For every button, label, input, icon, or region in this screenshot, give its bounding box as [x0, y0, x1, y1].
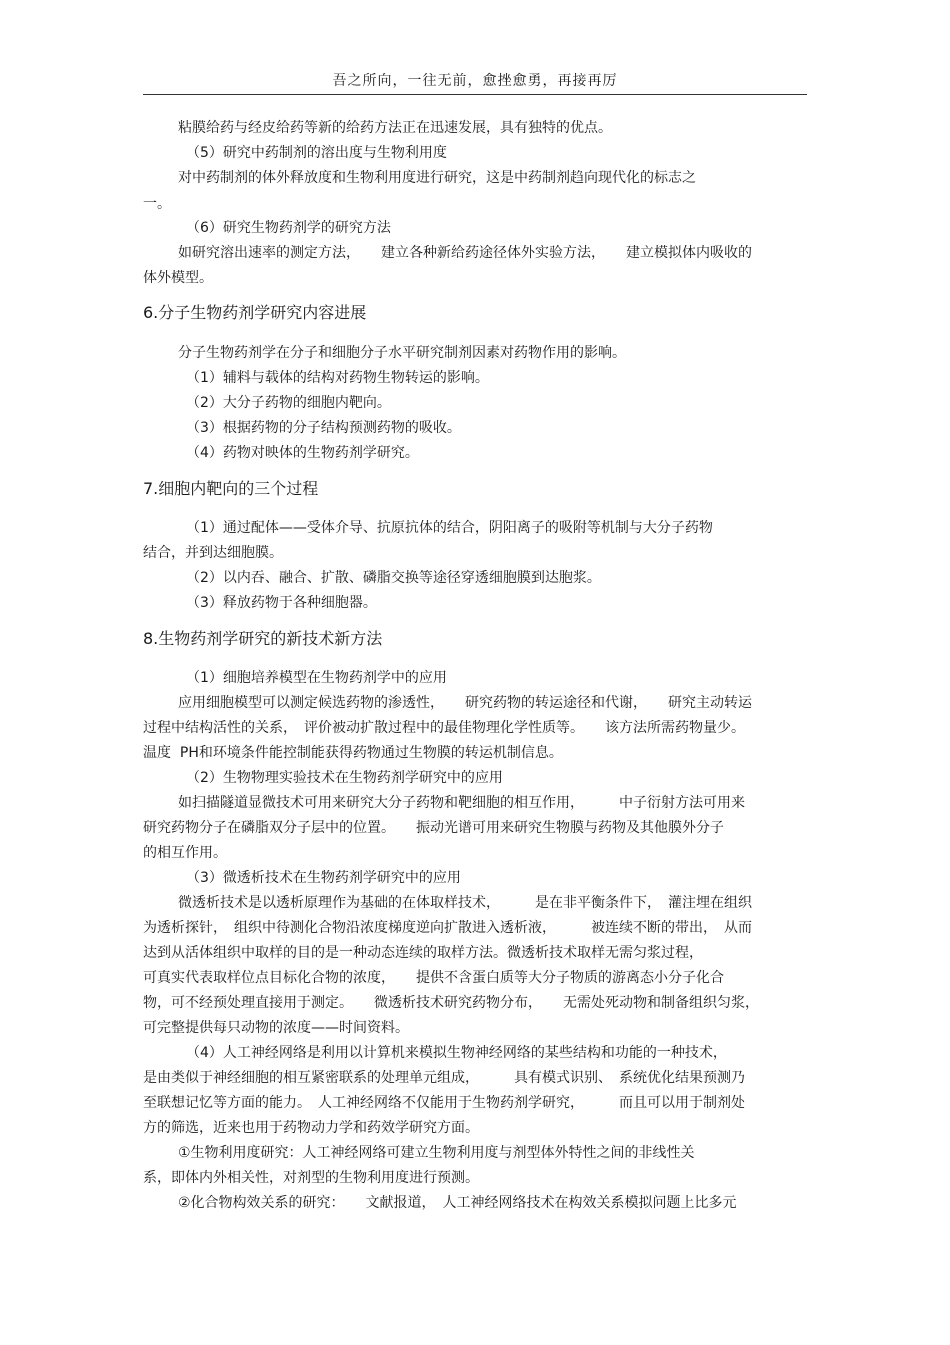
section-heading: 7.细胞内靶向的三个过程: [143, 479, 319, 498]
text-line: 如扫描隧道显微技术可用来研究大分子药物和靶细胞的相互作用， 中子衍射方法可用来: [178, 795, 745, 811]
text-line: （3）根据药物的分子结构预测药物的吸收。: [186, 420, 461, 436]
text-line: （2）以内吞、融合、扩散、磷脂交换等途径穿透细胞膜到达胞浆。: [186, 570, 601, 586]
text-line: 应用细胞模型可以测定候选药物的渗透性， 研究药物的转运途径和代谢， 研究主动转运: [178, 695, 752, 711]
text-line: （2）生物物理实验技术在生物药剂学研究中的应用: [186, 770, 503, 786]
text-line: 微透析技术是以透析原理作为基础的在体取样技术， 是在非平衡条件下， 灌注埋在组织: [178, 895, 752, 911]
text-line: （4）药物对映体的生物药剂学研究。: [186, 445, 419, 461]
text-line: （1）辅料与载体的结构对药物生物转运的影响。: [186, 370, 489, 386]
text-line: 过程中结构活性的关系， 评价被动扩散过程中的最佳物理化学性质等。 该方法所需药物量少。: [143, 720, 745, 736]
text-line: 至联想记忆等方面的能力。 人工神经网络不仅能用于生物药剂学研究， 而且可以用于制剂处: [143, 1095, 745, 1111]
text-line: 方的筛选，近来也用于药物动力学和药效学研究方面。: [143, 1120, 479, 1136]
text-line: 对中药制剂的体外释放度和生物利用度进行研究，这是中药制剂趋向现代化的标志之: [178, 170, 696, 186]
section-heading: 8.生物药剂学研究的新技术新方法: [143, 629, 383, 648]
text-line: 如研究溶出速率的测定方法， 建立各种新给药途径体外实验方法， 建立模拟体内吸收的: [178, 245, 752, 261]
text-line: （3）释放药物于各种细胞器。: [186, 595, 377, 611]
text-line: 粘膜给药与经皮给药等新的给药方法正在迅速发展，具有独特的优点。: [178, 120, 612, 136]
text-line: 温度 PH和环境条件能控制能获得药物通过生物膜的转运机制信息。: [143, 745, 563, 761]
text-line: 可真实代表取样位点目标化合物的浓度， 提供不含蛋白质等大分子物质的游离态小分子化合: [143, 970, 724, 986]
text-line: 可完整提供每只动物的浓度——时间资料。: [143, 1020, 409, 1036]
text-line: 达到从活体组织中取样的目的是一种动态连续的取样方法。微透析技术取样无需匀浆过程，: [143, 945, 703, 961]
text-line: （1）通过配体——受体介导、抗原抗体的结合，阴阳离子的吸附等机制与大分子药物: [186, 520, 713, 536]
text-line: （6）研究生物药剂学的研究方法: [186, 220, 391, 236]
page-header-motto: 吾之所向，一往无前，愈挫愈勇，再接再厉: [332, 73, 618, 89]
section-heading: 6.分子生物药剂学研究内容进展: [143, 303, 367, 322]
text-line: ①生物利用度研究：人工神经网络可建立生物利用度与剂型体外特性之间的非线性关: [178, 1145, 695, 1161]
text-line: 结合，并到达细胞膜。: [143, 545, 283, 561]
text-line: （4）人工神经网络是利用以计算机来模拟生物神经网络的某些结构和功能的一种技术，: [186, 1045, 727, 1061]
text-line: 是由类似于神经细胞的相互紧密联系的处理单元组成， 具有模式识别、 系统优化结果预测乃: [143, 1070, 745, 1086]
text-line: ②化合物构效关系的研究： 文献报道， 人工神经网络技术在构效关系模拟问题上比多元: [178, 1195, 737, 1211]
text-line: 为透析探针， 组织中待测化合物沿浓度梯度逆向扩散进入透析液， 被连续不断的带出， 从而: [143, 920, 752, 936]
text-line: （5）研究中药制剂的溶出度与生物利用度: [186, 145, 447, 161]
text-line: （1）细胞培养模型在生物药剂学中的应用: [186, 670, 447, 686]
text-line: 的相互作用。: [143, 845, 227, 861]
header-rule: [143, 94, 807, 95]
text-line: 系，即体内外相关性，对剂型的生物利用度进行预测。: [143, 1170, 479, 1186]
text-line: 物，可不经预处理直接用于测定。 微透析技术研究药物分布， 无需处死动物和制备组织匀浆，: [143, 995, 759, 1011]
text-line: 分子生物药剂学在分子和细胞分子水平研究制剂因素对药物作用的影响。: [178, 345, 626, 361]
text-line: （2）大分子药物的细胞内靶向。: [186, 395, 391, 411]
text-line: 体外模型。: [143, 270, 213, 286]
text-line: 一。: [143, 196, 171, 212]
text-line: 研究药物分子在磷脂双分子层中的位置。 振动光谱可用来研究生物膜与药物及其他膜外分子: [143, 820, 724, 836]
text-line: （3）微透析技术在生物药剂学研究中的应用: [186, 870, 461, 886]
